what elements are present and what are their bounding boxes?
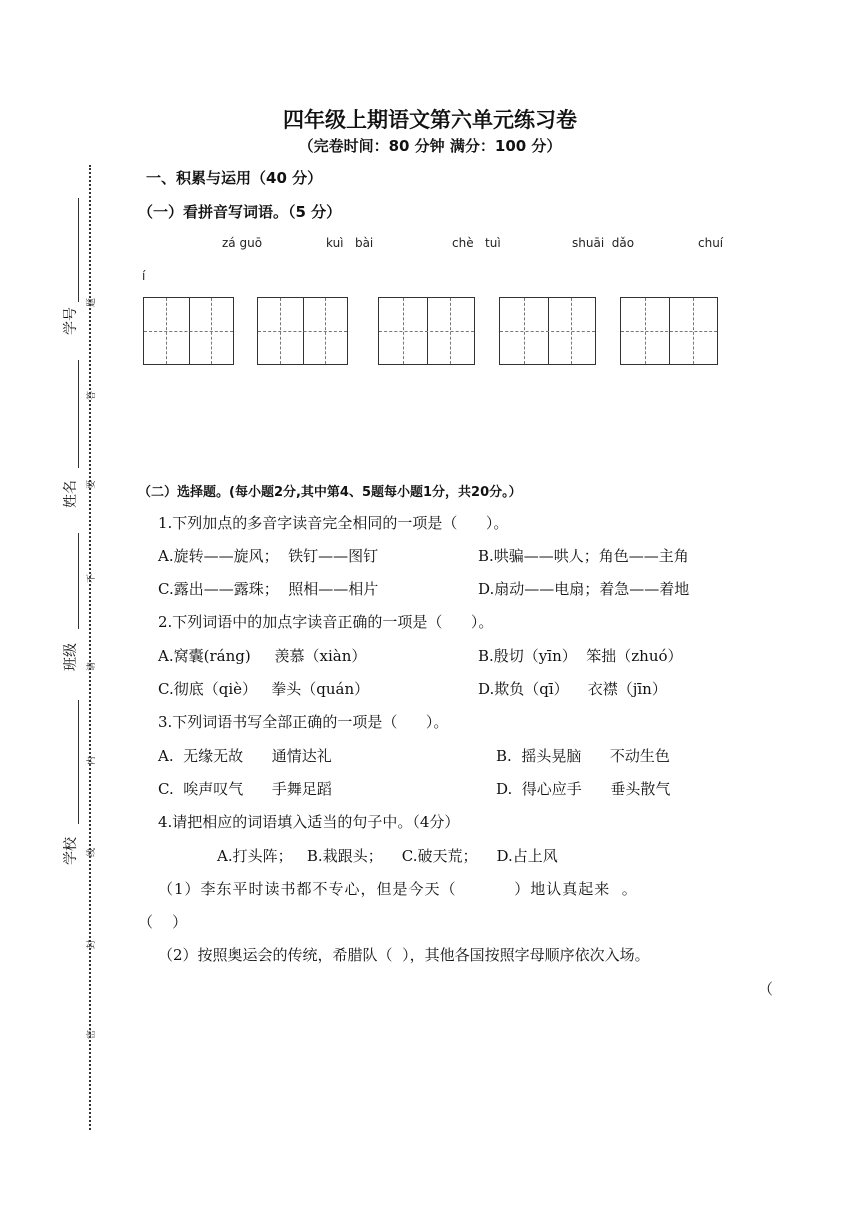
question-4-options: A.打头阵； B.栽跟头； C.破天荒； D.占上风 — [217, 847, 558, 865]
seal-char: 封 — [87, 939, 98, 950]
question-2-option-d[interactable]: D.欺负（qī） 衣襟（jīn） — [478, 680, 667, 698]
pinyin-5-wrap: í — [142, 269, 146, 283]
question-2-option-c[interactable]: C.彻底（qiè） 拳头（quán） — [158, 680, 370, 698]
seal-char: 答 — [87, 390, 98, 401]
question-3-option-b[interactable]: B. 摇头晃脑 不动生色 — [496, 747, 670, 765]
seal-char: 内 — [87, 755, 98, 766]
seal-char: 线 — [87, 847, 98, 858]
class-underline — [78, 533, 79, 629]
seal-char: 题 — [87, 297, 98, 308]
question-2-option-b[interactable]: B.殷切（yīn） 笨拙（zhuó） — [478, 647, 683, 665]
question-1-option-a[interactable]: A.旋转——旋风； 铁钉——图钉 — [158, 547, 379, 565]
question-4-sentence-1-blank[interactable]: （ ） — [138, 913, 188, 931]
seal-char: 密 — [87, 1029, 98, 1040]
question-2-option-a[interactable]: A.窝囊(ráng) 羡慕（xiàn） — [158, 647, 367, 665]
section-heading: 一、积累与运用（40 分） — [146, 169, 323, 187]
pinyin-5: chuí — [698, 236, 724, 250]
question-2-stem: 2.下列词语中的加点字读音正确的一项是（ ）。 — [158, 613, 494, 631]
writing-box-1[interactable] — [143, 297, 234, 365]
seal-char: 要 — [87, 479, 98, 490]
question-1-option-d[interactable]: D.扇动——电扇；着急——着地 — [478, 580, 690, 598]
binding-dotted-line — [89, 165, 91, 1130]
writing-box-4[interactable] — [499, 297, 596, 365]
student-id-underline — [78, 198, 79, 302]
pinyin-3: chè tuì — [452, 236, 501, 250]
class-label: 班级 — [63, 643, 79, 671]
question-4-sentence-3-start: （ — [758, 980, 774, 998]
name-label: 姓名 — [63, 480, 79, 508]
question-3-option-a[interactable]: A. 无缘无故 通情达礼 — [158, 747, 332, 765]
page-title: 四年级上期语文第六单元练习卷 — [283, 108, 577, 132]
pinyin-4: shuāi dǎo — [572, 236, 635, 250]
question-3-option-c[interactable]: C. 唉声叹气 手舞足蹈 — [158, 780, 332, 798]
subsection-heading: （一）看拼音写词语。（5 分） — [138, 203, 342, 221]
subsection-heading: （二）选择题。(每小题2分,其中第4、5题每小题1分，共20分。） — [138, 485, 522, 500]
question-4-stem: 4.请把相应的词语填入适当的句子中。（4分） — [158, 813, 460, 831]
pinyin-1: zá guō — [222, 236, 263, 250]
writing-box-5[interactable] — [620, 297, 718, 365]
question-4-sentence-1: （1）李东平时读书都不专心，但是今天（ ）地认真起来 。 — [158, 880, 638, 898]
question-3-option-d[interactable]: D. 得心应手 垂头散气 — [496, 780, 671, 798]
page-subtitle: （完卷时间：80 分钟 满分：100 分） — [298, 137, 562, 155]
seal-char: 请 — [87, 661, 98, 672]
question-4-sentence-2: （2）按照奥运会的传统，希腊队（ ），其他各国按照字母顺序依次入场。 — [158, 946, 650, 964]
school-underline — [78, 700, 79, 824]
question-3-stem: 3.下列词语书写全部正确的一项是（ ）。 — [158, 713, 449, 731]
question-1-option-c[interactable]: C.露出——露珠； 照相——相片 — [158, 580, 379, 598]
writing-box-3[interactable] — [378, 297, 475, 365]
student-id-label: 学号 — [63, 307, 79, 335]
pinyin-2: kuì bài — [326, 236, 374, 250]
name-underline — [78, 360, 79, 468]
question-1-stem: 1.下列加点的多音字读音完全相同的一项是（ ）。 — [158, 514, 509, 532]
seal-char: 不 — [87, 573, 98, 584]
question-1-option-b[interactable]: B.哄骗——哄人；角色——主角 — [478, 547, 689, 565]
writing-box-2[interactable] — [257, 297, 348, 365]
school-label: 学校 — [63, 837, 79, 865]
